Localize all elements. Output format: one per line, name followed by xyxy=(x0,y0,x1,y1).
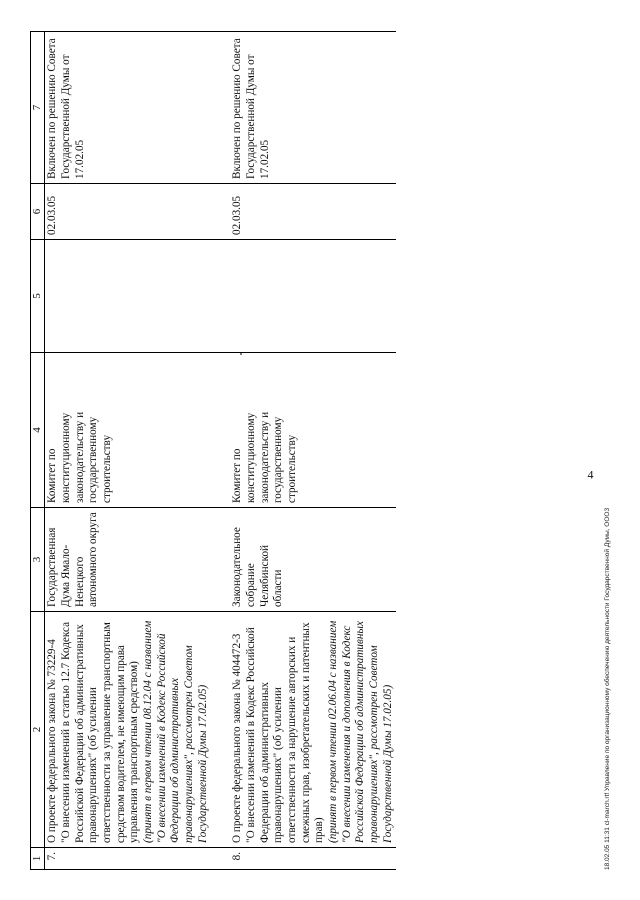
header-cell: 6 xyxy=(31,184,45,240)
bill-note: (принят в первом чтении 08.12.04 с названием "О внесении изменений в Кодекс Российской Федерации об административных правонарушениях", рассмотрен Советом Государственной Думы 17.02.05) xyxy=(142,620,209,843)
table-row xyxy=(45,32,211,870)
bill-text: "О внесении изменений в Кодекс Российской Федерации об административных правонарушениях" (об усилении ответственности за нарушение авторских и смежных прав, изобретательских и патентных прав) xyxy=(244,622,326,843)
column-5 xyxy=(45,240,211,353)
header-cell: 1 xyxy=(31,848,45,870)
header-cell: 4 xyxy=(31,353,45,508)
committee: Комитет по конституционному законодательству и государственному строительству xyxy=(211,353,396,508)
date: 02.03.05 xyxy=(45,184,211,240)
bill-note: (принят в первом чтении 02.06.04 с названием "О внесении изменения и дополнения в Кодекс Российской Федерации об административных правонарушениях", рассмотрен Советом Государственной Думы 17.02.05) xyxy=(326,620,394,843)
bill-description xyxy=(45,612,211,848)
bill-text: "О внесении изменений в статью 12.7 Кодекса Российской Федерации об административных правонарушениях" (об усилении ответственности за управление транспортным средством водителем, не имеющим права управления транспортным средством) xyxy=(60,621,141,843)
bill-title: О проекте федерального закона № 73229-4 xyxy=(46,639,59,843)
decision: Включен по решению Совета Государственной Думы от 17.02.05 xyxy=(45,32,211,184)
header-cell: 5 xyxy=(31,240,45,353)
speck-mark xyxy=(240,353,242,355)
column-5 xyxy=(211,240,396,353)
page-number: 4 xyxy=(587,467,594,482)
header-cell: 7 xyxy=(31,32,45,184)
print-footer: 18.02.05 11:31 cl-march.rtf Управление по организационному обеспечению деятельности Государственной Думы, ООО3 xyxy=(604,507,611,870)
committee: Комитет по конституционному законодательству и государственному строительству xyxy=(45,353,211,508)
agenda-table xyxy=(30,31,396,870)
initiator: Законодательное собрание Челябинской области xyxy=(211,508,396,612)
bill-title: О проекте федерального закона № 404472-3 xyxy=(231,633,244,843)
date: 02.03.05 xyxy=(211,184,396,240)
row-number: 8. xyxy=(211,848,396,870)
decision: Включен по решению Совета Государственной Думы от 17.02.05 xyxy=(211,32,396,184)
table-header-row xyxy=(31,32,45,870)
table-row xyxy=(211,32,396,870)
row-number: 7. xyxy=(45,848,211,870)
bill-description xyxy=(211,612,396,848)
initiator: Государственная Дума Ямало-Ненецкого автономного округа xyxy=(45,508,211,612)
header-cell: 2 xyxy=(31,612,45,848)
header-cell: 3 xyxy=(31,508,45,612)
